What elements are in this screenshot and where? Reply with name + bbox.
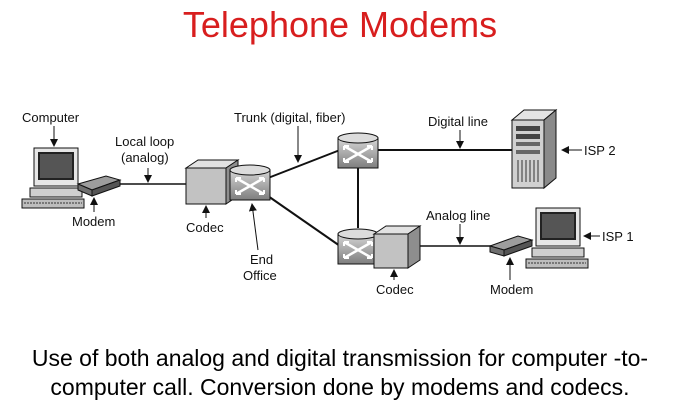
computer-left-icon bbox=[22, 148, 84, 208]
connection-lines bbox=[118, 150, 512, 246]
label-modem-left: Modem bbox=[72, 214, 116, 229]
caption-line-2: computer call. Conversion done by modems and codecs. bbox=[50, 374, 630, 400]
label-end-office-2: Office bbox=[243, 268, 277, 283]
switch-end-office-icon bbox=[230, 165, 270, 200]
slide-caption bbox=[10, 344, 670, 402]
server-isp2-icon bbox=[512, 110, 556, 188]
modem-left-icon bbox=[78, 176, 120, 196]
modem-right-icon bbox=[490, 236, 532, 256]
slide-title: Telephone Modems bbox=[182, 4, 498, 45]
label-isp2: ISP 2 bbox=[584, 143, 616, 158]
codec-right-icon bbox=[374, 226, 420, 268]
switch-bottom-icon bbox=[338, 229, 378, 264]
switch-top-icon bbox=[338, 133, 378, 168]
label-local-loop: Local loop bbox=[115, 134, 175, 149]
computer-right-icon bbox=[526, 208, 588, 268]
label-modem-right: Modem bbox=[490, 282, 534, 297]
label-isp1: ISP 1 bbox=[602, 229, 634, 244]
caption-line-1: Use of both analog and digital transmission for computer -to- bbox=[31, 345, 649, 371]
label-end-office-1: End bbox=[250, 252, 274, 267]
trunk-line-2 bbox=[268, 196, 340, 246]
label-analog-line: Analog line bbox=[426, 208, 491, 223]
label-local-loop-analog: (analog) bbox=[121, 150, 169, 165]
label-computer: Computer bbox=[22, 110, 80, 125]
label-trunk: Trunk (digital, fiber) bbox=[234, 110, 346, 125]
label-digital-line: Digital line bbox=[428, 114, 488, 129]
trunk-line-1 bbox=[268, 150, 340, 178]
label-codec-right: Codec bbox=[376, 282, 414, 297]
label-codec-left: Codec bbox=[186, 220, 224, 235]
